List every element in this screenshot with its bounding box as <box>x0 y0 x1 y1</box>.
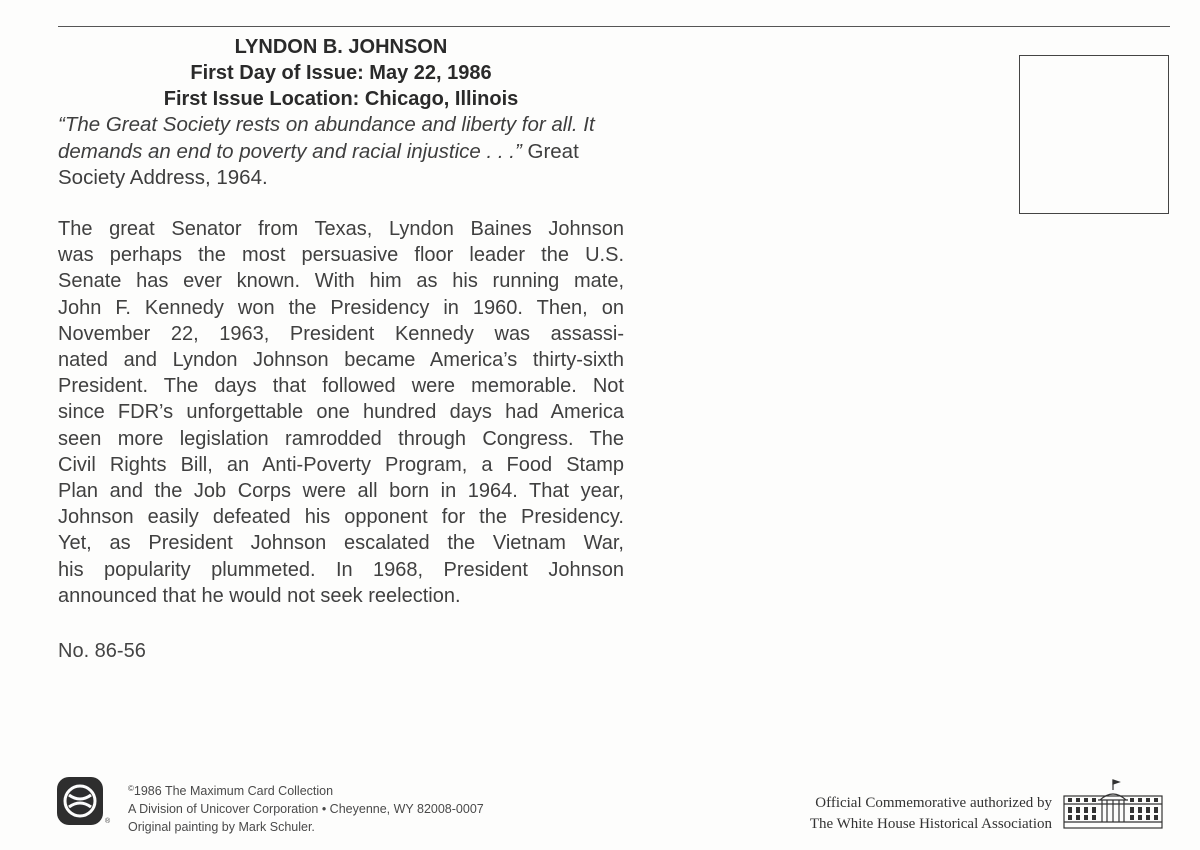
bio-line: Civil Rights Bill, an Anti-Poverty Program, a Food Stamp <box>58 453 624 476</box>
bio-line: nated and Lyndon Johnson became America’s thirty-sixth <box>58 349 624 372</box>
card-number: No. 86-56 <box>58 640 146 662</box>
copyright-text: 1986 The Maximum Card Collection <box>133 784 334 798</box>
copyright-line <box>128 780 484 800</box>
copyright-symbol: © <box>128 784 134 793</box>
publisher-credits <box>128 780 484 836</box>
official-line-1: Official Commemorative authorized by <box>815 795 1052 811</box>
white-house-icon <box>1062 778 1164 830</box>
official-line-2: The White House Historical Association <box>809 816 1052 832</box>
official-commemorative <box>810 793 1052 835</box>
bio-line: was perhaps the most persuasive floor leader the U.S. <box>58 244 624 267</box>
bio-line: Yet, as President Johnson escalated the Vietnam War, <box>58 532 624 555</box>
unicover-logo-icon <box>56 776 104 826</box>
bio-line: his popularity plummeted. In 1968, President Johnson <box>58 558 624 581</box>
bio-line: Plan and the Job Corps were all born in 1964. That year, <box>58 480 624 503</box>
stamp-placement-box <box>1019 55 1169 214</box>
first-issue-location: First Issue Location: Chicago, Illinois <box>163 88 519 110</box>
bio-line: since FDR’s unforgettable one hundred days had America <box>58 401 624 424</box>
bio-line: seen more legislation ramrodded through Congress. The <box>58 427 624 450</box>
bio-line: The great Senator from Texas, Lyndon Baines Johnson <box>58 218 624 240</box>
registered-mark: ® <box>105 818 111 825</box>
bio-line: announced that he would not seek reelection. <box>58 584 461 607</box>
bio-line: November 22, 1963, President Kennedy was assassi- <box>58 322 624 345</box>
bio-line: Senate has ever known. With him as his running mate, <box>58 270 624 293</box>
quote-attribution: Great Society Address, 1964. <box>58 139 579 189</box>
quote-block <box>58 112 638 192</box>
first-day-of-issue: First Day of Issue: May 22, 1986 <box>190 62 492 84</box>
quote-text: “The Great Society rests on abundance and liberty for all. It demands an end to poverty and racial injustice . . .” <box>58 113 595 163</box>
painting-credit: Original painting by Mark Schuler. <box>128 820 315 834</box>
bio-line: President. The days that followed were memorable. Not <box>58 375 624 398</box>
publisher-division: A Division of Unicover Corporation • Cheyenne, WY 82008-0007 <box>128 802 484 816</box>
biography <box>58 216 624 609</box>
card-header <box>58 34 624 112</box>
bio-line: Johnson easily defeated his opponent for the Presidency. <box>58 506 624 529</box>
bio-line: John F. Kennedy won the Presidency in 1960. Then, on <box>58 296 624 319</box>
subject-title: LYNDON B. JOHNSON <box>234 36 448 58</box>
top-divider <box>58 26 1170 27</box>
